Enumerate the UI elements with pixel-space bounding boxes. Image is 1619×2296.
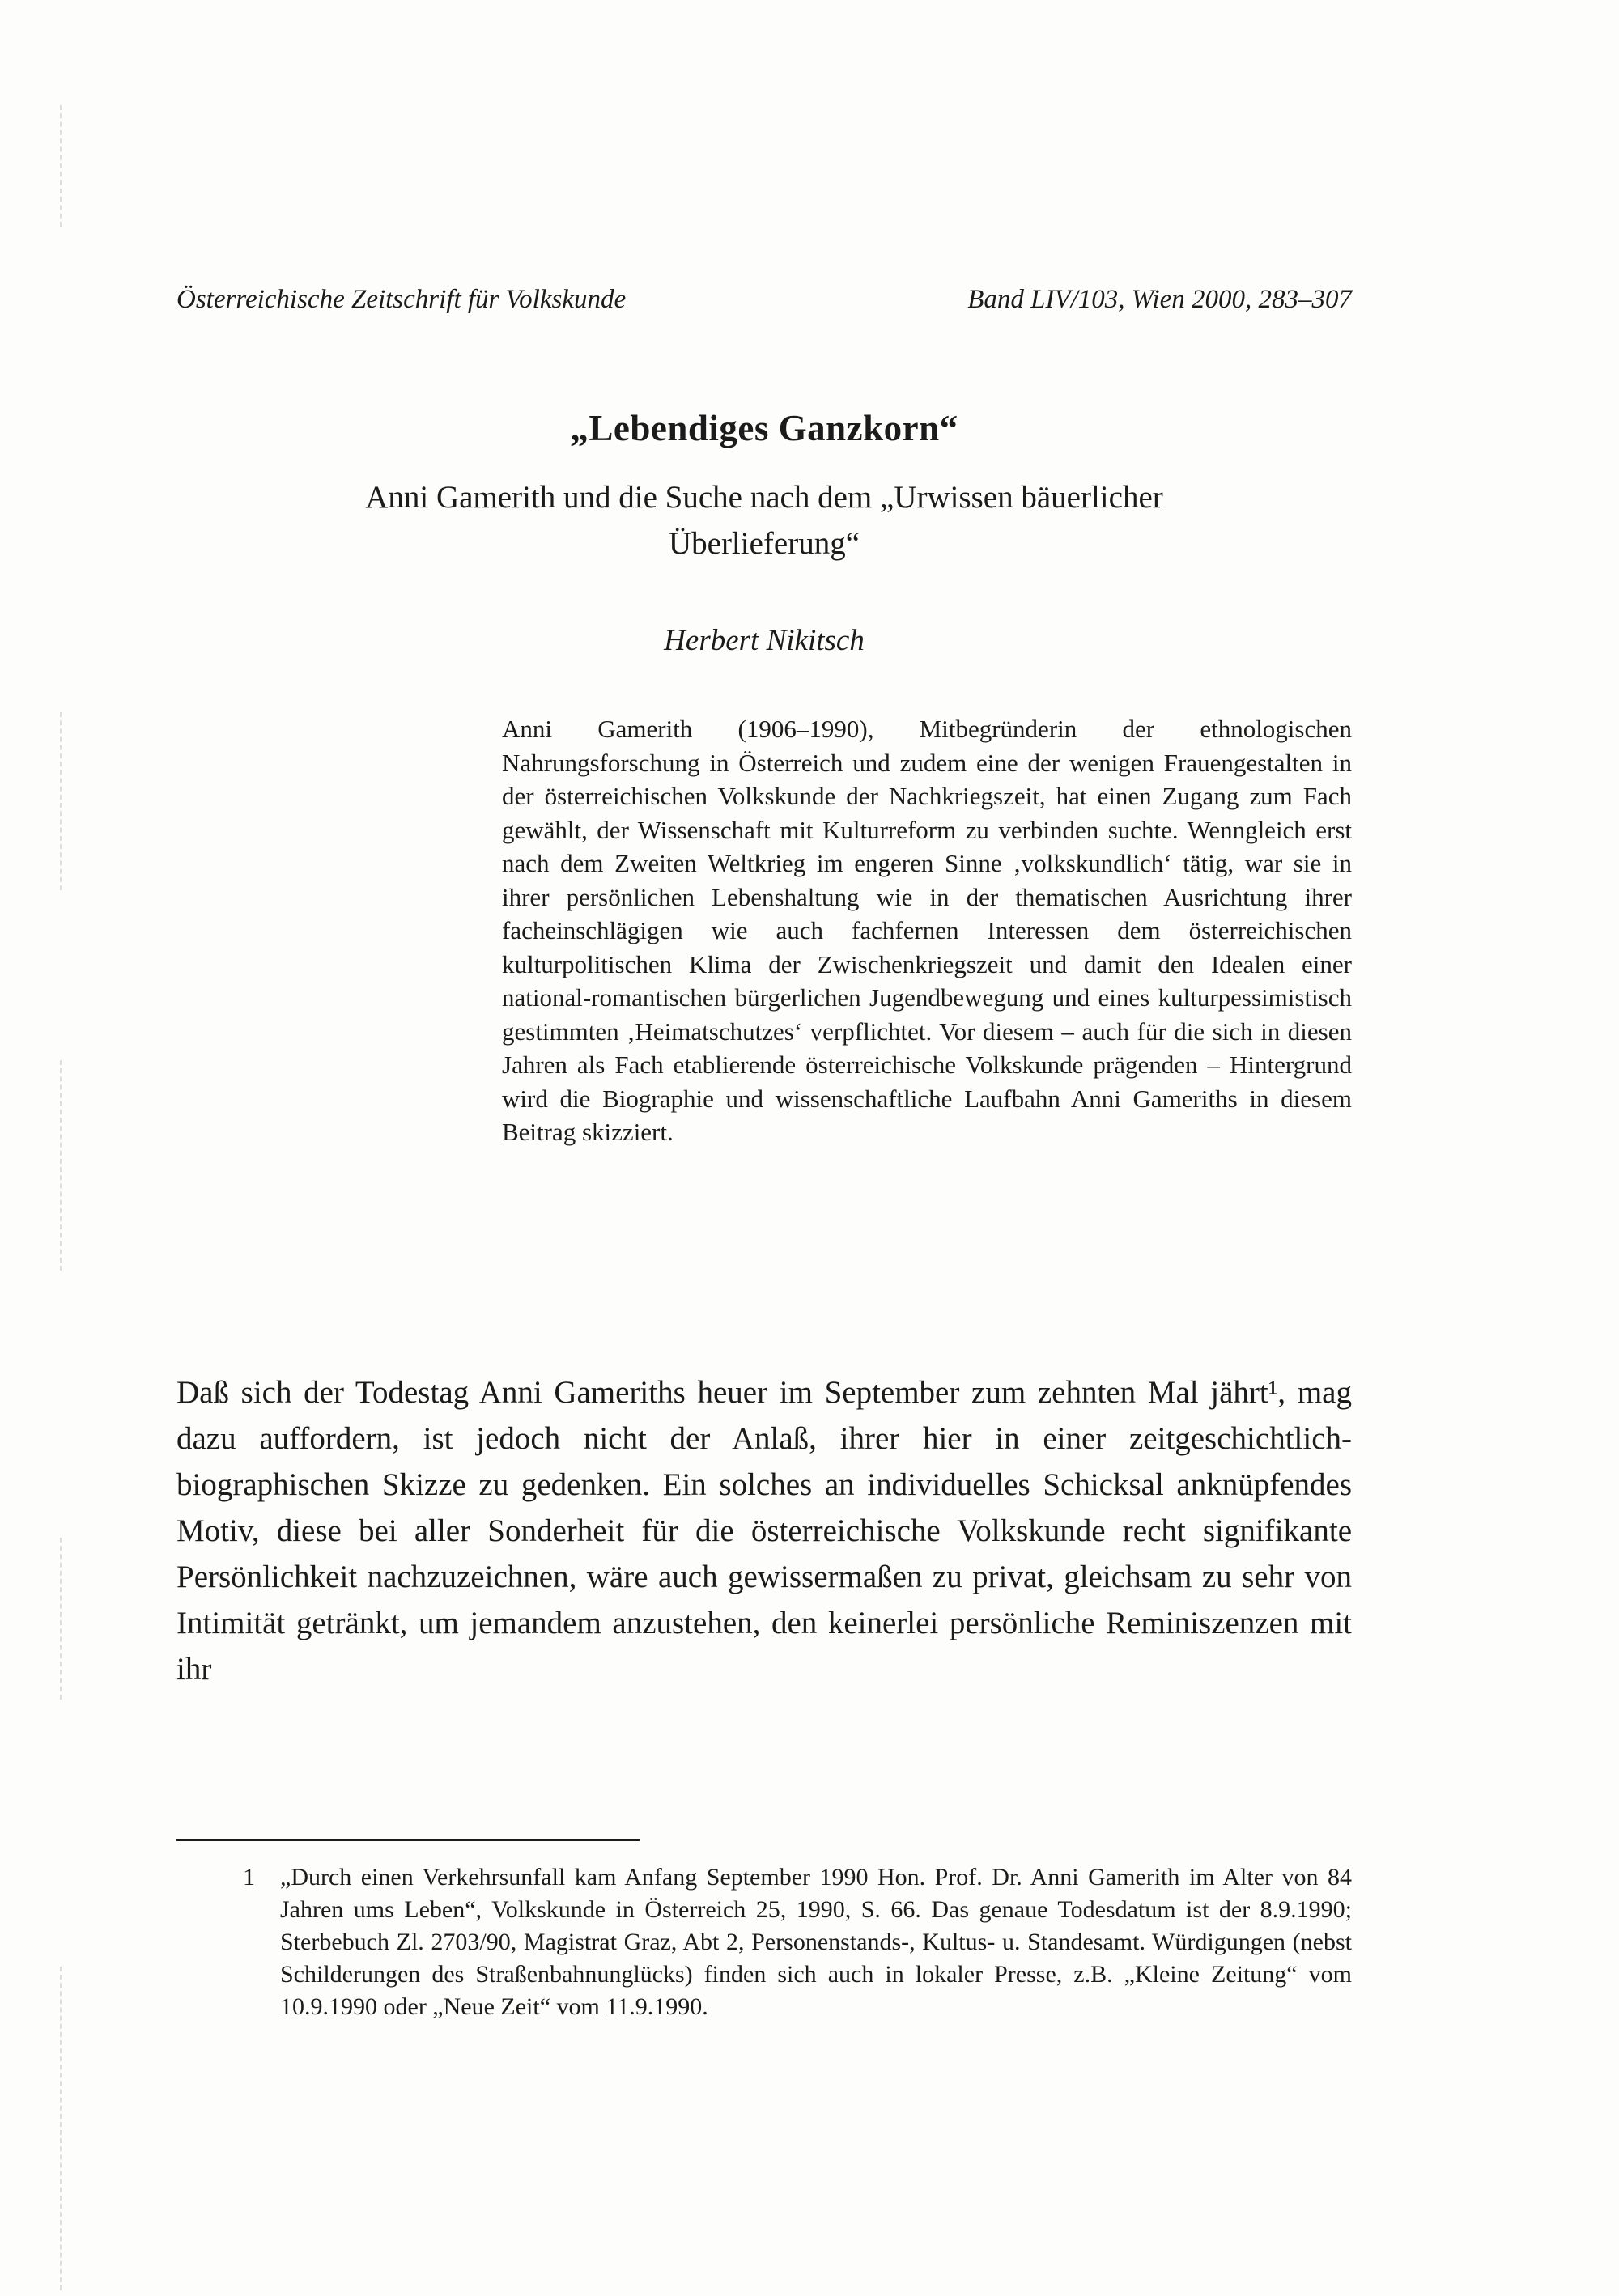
body-paragraph: Daß sich der Todestag Anni Gameriths heuer im September zum zehnten Mal jährt¹, mag dazu auffordern, ist jedoch nicht der Anlaß, ihrer hier in einer zeitgeschichtlich-biographischen Skizze zu gedenken. Ein solches an individuelles Schicksal anknüpfendes Motiv, diese bei aller Sonderheit für die österreichische Volkskunde recht signifikante Persönlichkeit nachzuzeichnen, wäre auch gewissermaßen zu privat, gleichsam zu sehr von Intimität getränkt, um jemandem anzustehen, den keinerlei persönliche Reminiszenzen mit ihr xyxy=(176,1375,1352,1687)
journal-title: Österreichische Zeitschrift für Volkskunde xyxy=(176,285,627,314)
journal-header xyxy=(176,285,1352,315)
footnote-text: „Durch einen Verkehrsunfall kam Anfang September 1990 Hon. Prof. Dr. Anni Gamerith im Alter von 84 Jahren ums Leben“, Volkskunde in Österreich 25, 1990, S. 66. Das genaue Todesdatum ist der 8.9.1990; Sterbebuch Zl. 2703/90, Magistrat Graz, Abt 2, Personenstands-, Kultus- u. Standesamt. Würdigungen (nebst Schilderungen des Straßenbahnunglücks) finden sich auch in lokaler Presse, z.B. „Kleine Zeitung“ vom 10.9.1990 oder „Neue Zeit“ vom 11.9.1990. xyxy=(280,1864,1352,2020)
scan-artifact xyxy=(60,1538,62,1700)
article-title: „Lebendiges Ganzkorn“ xyxy=(570,408,958,448)
article-subtitle xyxy=(176,474,1352,567)
abstract-paragraph: Anni Gamerith (1906–1990), Mitbegründerin der ethnologischen Nahrungsforschung in Österreich und zudem eine der wenigen Frauengestalten in der österreichischen Volkskunde der Nachkriegszeit, hat einen Zugang zum Fach gewählt, der Wissenschaft mit Kulturreform zu verbinden suchte. Wenngleich erst nach dem Zweiten Weltkrieg im engeren Sinne ‚volkskundlich‘ tätig, war sie in ihrer persönlichen Lebenshaltung wie in der thematischen Ausrichtung ihrer facheinschlägigen wie auch fachfernen Interessen dem österreichischen kulturpolitischen Klima der Zwischenkriegszeit und damit den Idealen einer national-romantischen bürgerlichen Jugendbewegung und eines kulturpessimistisch gestimmten ‚Heimatschutzes‘ verpflichtet. Vor diesem – auch für die sich in diesen Jahren als Fach etablierende österreichische Volkskunde prägenden – Hintergrund wird die Biographie und wissenschaftliche Laufbahn Anni Gameriths in diesem Beitrag skizziert. xyxy=(502,715,1352,1146)
scan-artifact xyxy=(60,105,62,227)
article-subtitle-line-2: Überlieferung“ xyxy=(668,526,860,561)
scan-artifact xyxy=(60,712,62,890)
scan-artifact xyxy=(60,1060,62,1271)
article-subtitle-line-1: Anni Gamerith und die Suche nach dem „Urwissen bäuerlicher xyxy=(365,480,1163,515)
scan-artifact xyxy=(60,1967,62,2290)
journal-issue-info: Band LIV/103, Wien 2000, 283–307 xyxy=(967,285,1352,314)
footnote xyxy=(243,1861,1352,2023)
footnote-marker: 1 xyxy=(243,1864,255,1891)
author-name: Herbert Nikitsch xyxy=(664,624,865,657)
footnote-separator-rule xyxy=(176,1839,640,1841)
